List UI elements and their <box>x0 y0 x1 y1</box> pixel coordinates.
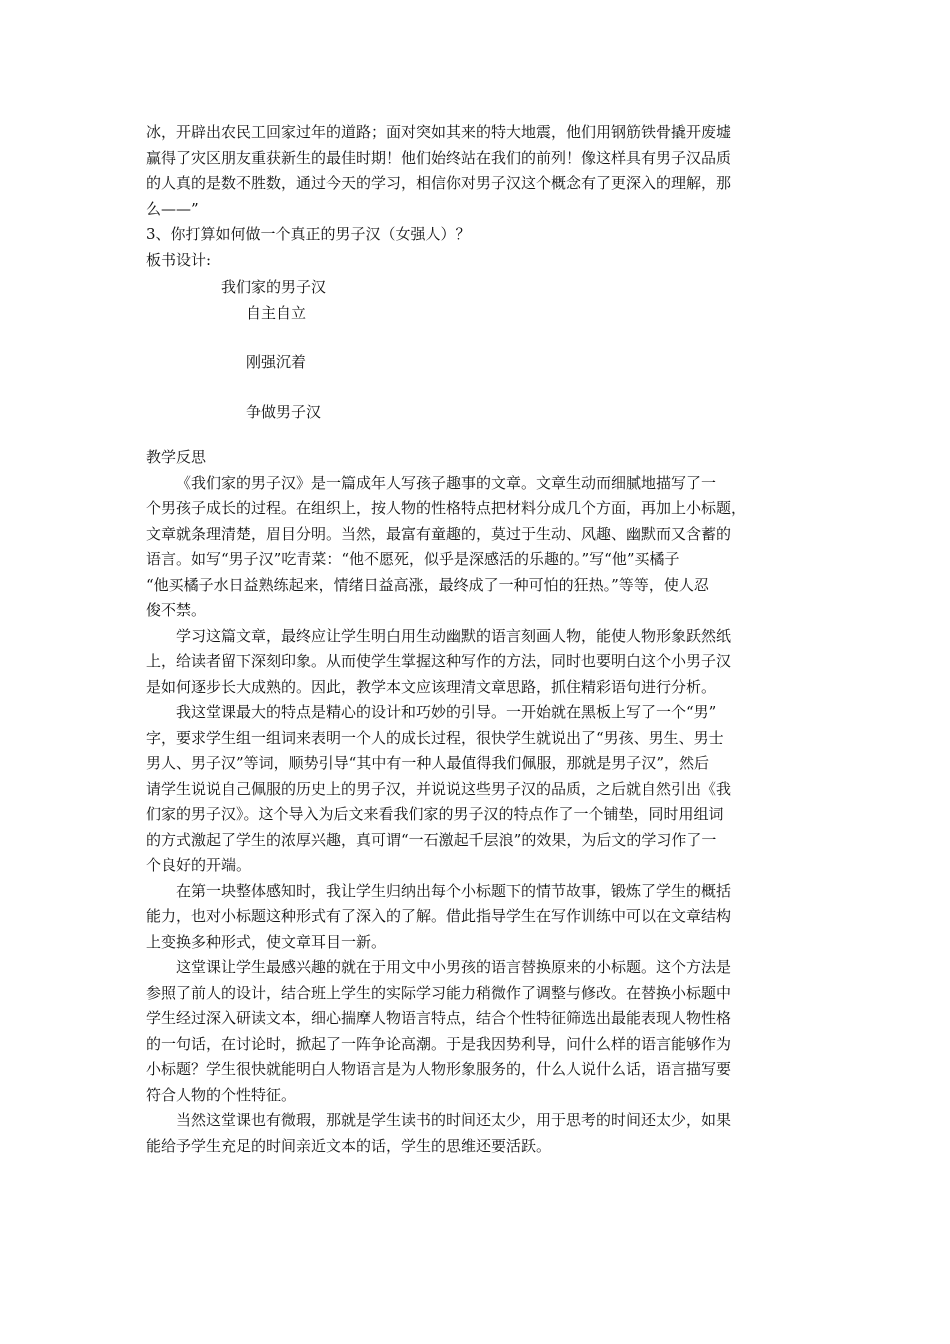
board-design-item: 刚强沉着 <box>246 353 307 371</box>
paragraph-line: 男人、男子汉”等词，顺势引导“其中有一种人最值得我们佩服，那就是男子汉”，然后 <box>146 754 710 772</box>
reflection-paragraph <box>146 879 806 956</box>
board-design-label: 板书设计: <box>146 250 212 269</box>
paragraph-line: 的方式激起了学生的浓厚兴趣，真可谓“一石激起千层浪”的效果，为后文的学习作了一 <box>146 830 717 849</box>
intro-line: 冰，开辟出农民工回家过年的道路；面对突如其来的特大地震，他们用钢筋铁骨撬开废墟 <box>146 123 732 141</box>
paragraph-line: 上变换多种形式，使文章耳目一新。 <box>146 932 387 951</box>
document-page <box>146 120 806 1159</box>
paragraph-line: 上，给读者留下深刻印象。从而使学生掌握这种写作的方法，同时也要明白这个小男子汉 <box>146 652 732 670</box>
board-design-item: 自主自立 <box>246 303 307 322</box>
paragraph-line: 是如何逐步长大成熟的。因此，教学本文应该理清文章思路，抓住精彩语句进行分析。 <box>146 677 717 696</box>
reflection-paragraph <box>146 955 806 1108</box>
paragraph-line: 学生经过深入研读文本，细心揣摩人物语言特点，结合个性特征筛选出最能表现人物性格 <box>146 1009 732 1027</box>
paragraph-line: 语言。如写“男子汉”吃青菜：“他不愿死，似乎是深感活的乐趣的。”写“他”买橘子 <box>146 550 680 568</box>
paragraph-line: 能给予学生充足的时间亲近文本的话，学生的思维还要活跃。 <box>146 1136 552 1155</box>
paragraph-line: 文章就条理清楚，眉目分明。当然，最富有童趣的，莫过于生动、风趣、幽默而又含蓄的 <box>146 524 732 543</box>
reflection-paragraph <box>146 700 806 879</box>
intro-line: 赢得了灾区朋友重获新生的最佳时期！他们始终站在我们的前列！像这样具有男子汉品质 <box>146 148 732 167</box>
board-design-item: 争做男子汉 <box>246 402 322 421</box>
paragraph-line: 《我们家的男子汉》是一篇成年人写孩子趣事的文章。文章生动而细腻地描写了一 <box>176 473 717 492</box>
reflection-paragraph <box>146 624 806 701</box>
paragraph-line: 的一句话，在讨论时，掀起了一阵争论高潮。于是我因势利导，问什么样的语言能够作为 <box>146 1034 732 1053</box>
paragraph-line: 个良好的开端。 <box>146 856 252 874</box>
board-design <box>146 275 806 425</box>
intro-line: 的人真的是数不胜数，通过今天的学习，相信你对男子汉这个概念有了更深入的理解，那 <box>146 174 732 192</box>
paragraph-line: 当然这堂课也有微瑕，那就是学生读书的时间还太少，用于思考的时间还太少，如果 <box>176 1111 732 1129</box>
paragraph-line: 俊不禁。 <box>146 601 207 619</box>
paragraph-line: 符合人物的个性特征。 <box>146 1085 297 1104</box>
reflection-title: 教学反思 <box>146 448 207 466</box>
reflection-paragraph <box>146 471 806 624</box>
paragraph-line: 个男孩子成长的过程。在组织上，按人物的性格特点把材料分成几个方面，再加上小标题， <box>146 499 747 517</box>
paragraph-line: 参照了前人的设计，结合班上学生的实际学习能力稍微作了调整与修改。在替换小标题中 <box>146 983 732 1002</box>
paragraph-line: 请学生说说自己佩服的历史上的男子汉，并说说这些男子汉的品质，之后就自然引出《我 <box>146 779 732 798</box>
paragraph-line: 这堂课让学生最感兴趣的就在于用文中小男孩的语言替换原来的小标题。这个方法是 <box>176 958 732 976</box>
question-3: 3、你打算如何做一个真正的男子汉（女强人）？ <box>146 225 471 243</box>
intro-line: 么——” <box>146 199 199 218</box>
paragraph-line: 在第一块整体感知时，我让学生归纳出每个小标题下的情节故事，锻炼了学生的概括 <box>176 881 732 900</box>
paragraph-line: 字，要求学生组一组词来表明一个人的成长过程，很快学生就说出了“男孩、男生、男士 <box>146 728 724 747</box>
paragraph-line: “他买橘子水日益熟练起来，情绪日益高涨，最终成了一种可怕的狂热。”等等，使人忍 <box>146 575 709 594</box>
paragraph-line: 们家的男子汉》。这个导入为后文来看我们家的男子汉的特点作了一个铺垫，同时用组词 <box>146 805 724 823</box>
intro-paragraph <box>146 120 806 222</box>
paragraph-line: 小标题？学生很快就能明白人物语言是为人物形象服务的，什么人说什么话，语言描写要 <box>146 1060 732 1078</box>
board-design-title: 我们家的男子汉 <box>221 278 327 296</box>
paragraph-line: 我这堂课最大的特点是精心的设计和巧妙的引导。一开始就在黑板上写了一个“男” <box>176 703 717 721</box>
reflection-paragraph <box>146 1108 806 1159</box>
paragraph-line: 学习这篇文章，最终应让学生明白用生动幽默的语言刻画人物，能使人物形象跃然纸 <box>176 626 732 645</box>
paragraph-line: 能力，也对小标题这种形式有了深入的了解。借此指导学生在写作训练中可以在文章结构 <box>146 907 732 925</box>
